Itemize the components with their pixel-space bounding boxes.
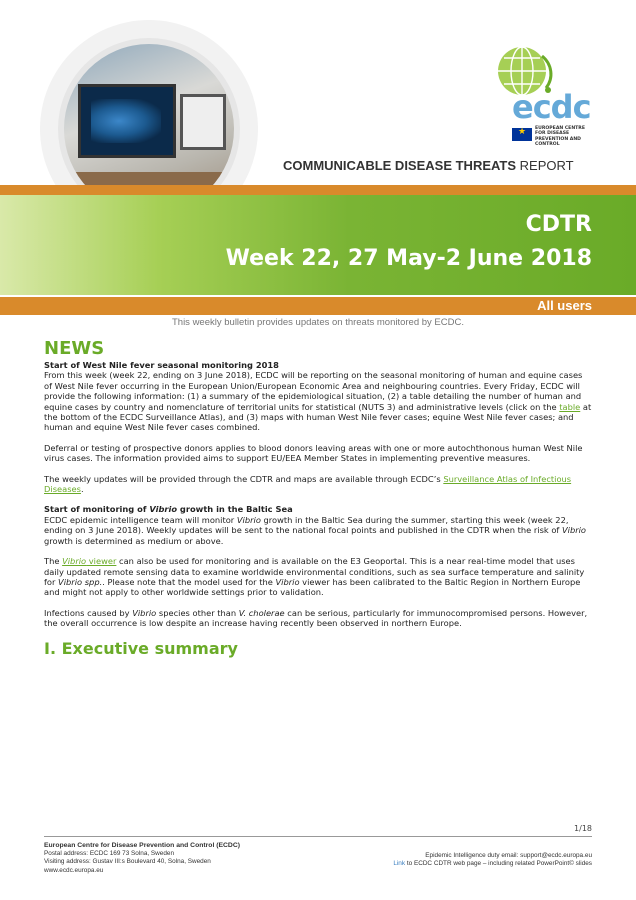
vibrio-paragraph-3 [44, 608, 592, 629]
wnv-paragraph-2: Deferral or testing of prospective donors applies to blood donors leaving areas with one or more autochthonous human West Nile virus cases. The information provided aims to support EU/EEA Member States in implementing preventive measures. [44, 442, 583, 464]
audience-label: All users [537, 298, 592, 313]
executive-summary-heading: I. Executive summary [44, 638, 238, 658]
vibrio-p3-c: can be serious, particularly for immunocompromised persons. However, the overall occurrence is low despite an increase having recently been observed in northern Europe. [44, 607, 588, 629]
vibrio-p2-c: . Please note that the model used for the [102, 576, 276, 587]
main-content [44, 338, 592, 659]
vibrio-p2-i2: Vibrio [275, 576, 300, 587]
wnv-paragraph-3 [44, 474, 592, 495]
bulletin-tagline: This weekly bulletin provides updates on threats monitored by ECDC. [171, 317, 464, 328]
vibrio-p3-i1: Vibrio [132, 607, 157, 618]
vibrio-p1-c: growth is determined as medium or above. [44, 535, 224, 546]
vibrio-paragraph-2 [44, 556, 592, 598]
vibrio-title-b: growth in the Baltic Sea [177, 504, 293, 515]
footer-divider [44, 836, 592, 837]
vibrio-p1-a: ECDC epidemic intelligence team will monitor [44, 514, 237, 525]
cdtr-web-link-desc: to ECDC CDTR web page – including related PowerPoint© slides [405, 860, 592, 868]
report-title: CDTR [525, 212, 592, 237]
footer-postal: Postal address: ECDC 169 73 Solna, Sweden [44, 850, 175, 858]
cdtr-web-link[interactable]: Link [393, 860, 406, 868]
photo-monitor-secondary [180, 94, 226, 150]
footer-visiting: Visiting address: Gustav III:s Boulevard 40, Solna, Sweden [44, 858, 211, 866]
vibrio-title-a: Start of monitoring of [44, 504, 150, 515]
page-number: 1/18 [574, 824, 592, 833]
vibrio-p2-b: can also be used for monitoring and is available on the E3 Geoportal. This is a near real-time model that uses daily updated remote sensing data to examine worldwide environmental conditions, such as sea surface temperature and salinity for [44, 556, 585, 587]
footer-org: European Centre for Disease Prevention and Control (ECDC) [44, 842, 241, 849]
orange-stripe-top [0, 185, 636, 195]
title-band [0, 195, 636, 295]
footer-contact [393, 852, 592, 868]
footer-duty-email[interactable]: Epidemic Intelligence duty email: support@ecdc.europa.eu [425, 852, 592, 859]
vibrio-p2-a: The [44, 556, 63, 567]
wnv-p1-text-b: at the bottom of the ECDC Surveillance Atlas), and (3) maps with human West Nile fever cases; equine West Nile fever cases; and human and equine West Nile fever cases combined. [44, 401, 592, 433]
vibrio-p3-b: species other than [156, 607, 239, 618]
eu-flag-icon [512, 128, 532, 141]
wnv-p3-text-b: . [80, 484, 84, 495]
vibrio-p1-b: growth in the Baltic Sea during the summer, starting this week (week 22, ending on 3 June 2018). Weekly updates will be sent to the national focal points and published in the CDTR when the risk of [44, 514, 569, 536]
vibrio-p1-i1: Vibrio [236, 514, 261, 525]
vibrio-p3-i2: V. cholerae [238, 607, 285, 618]
vibrio-viewer-link[interactable] [62, 556, 116, 566]
report-week: Week 22, 27 May-2 June 2018 [225, 246, 592, 271]
report-type-rest: REPORT [519, 158, 574, 173]
table-link[interactable]: table [559, 401, 581, 412]
vibrio-title [44, 504, 592, 514]
vibrio-p2-i1: Vibrio spp. [58, 576, 103, 587]
surveillance-atlas-link[interactable]: Surveillance Atlas of Infectious Diseases [44, 473, 572, 495]
vibrio-viewer-link-rest: viewer [86, 556, 117, 567]
logo-wordmark: ecdc [512, 88, 591, 126]
wnv-paragraph-1 [44, 370, 592, 432]
report-type-bold: COMMUNICABLE DISEASE THREATS [283, 158, 517, 173]
ecdc-logo [488, 40, 600, 148]
footer-address [44, 842, 240, 875]
vibrio-paragraph-1 [44, 515, 592, 546]
footer-cdtr-link-line [393, 860, 592, 868]
vibrio-title-italic: Vibrio [149, 504, 178, 515]
footer-web[interactable]: www.ecdc.europa.eu [44, 866, 104, 874]
news-heading: NEWS [44, 338, 105, 359]
vibrio-p3-a: Infections caused by [44, 607, 133, 618]
wnv-p1-text-a: From this week (week 22, ending on 3 June 2018), ECDC will be reporting on the seasonal monitoring of human and equine cases of West Nile fever occurring in the European Union/European Economic Area and neighbouring countries. Every Friday, ECDC will provide the following information: (1) a summary of the epidemiological situation, (2) a table detailing the number of human and equine cases by country and nomenclature of territorial units for statistical (NUTS 3) and administrative levels (click on the [44, 370, 583, 412]
wnv-title: Start of West Nile fever seasonal monitoring 2018 [44, 360, 279, 370]
logo-org-name: EUROPEAN CENTRE FOR DISEASE PREVENTION AND CONTROL [535, 126, 585, 148]
photo-monitor [78, 84, 176, 158]
vibrio-p2-d: viewer has been calibrated to the Baltic Region in Northern Europe and might not apply to other worldwide settings prior to validation. [44, 576, 581, 598]
vibrio-viewer-link-italic: Vibrio [62, 556, 87, 567]
vibrio-p1-i2: Vibrio [561, 525, 587, 536]
wnv-p3-text-a: The weekly updates will be provided through the CDTR and maps are available through ECDC’s [44, 473, 444, 484]
report-type [283, 158, 574, 173]
